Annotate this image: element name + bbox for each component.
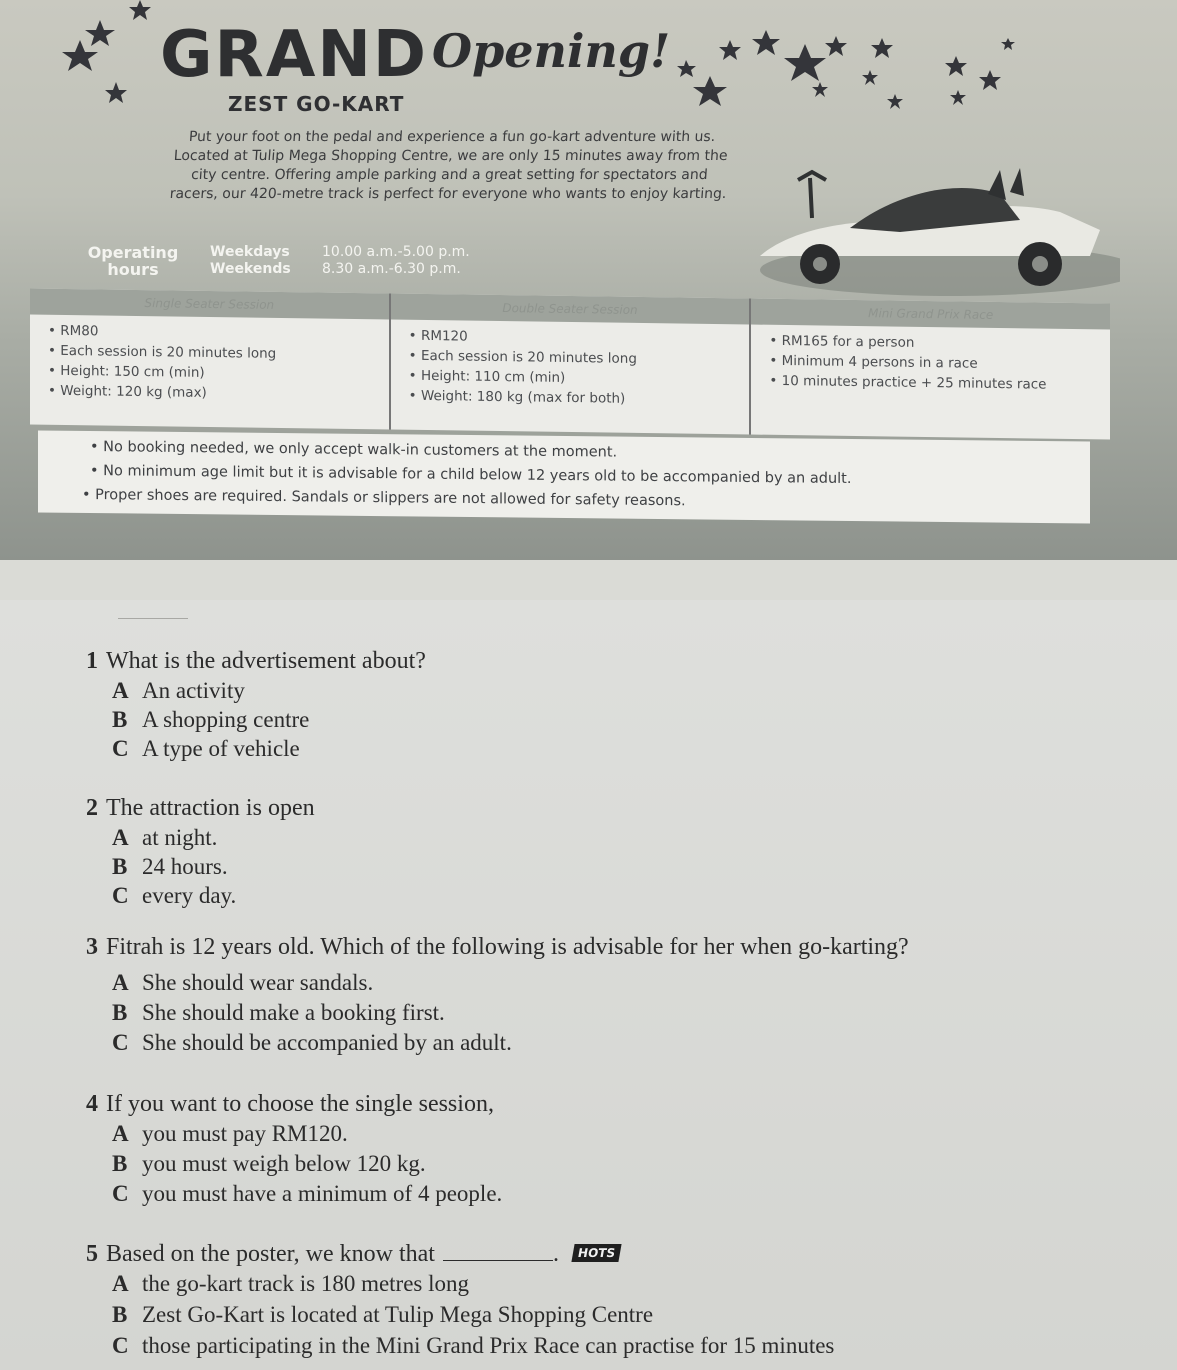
option-text: the go-kart track is 180 metres long: [142, 1271, 470, 1296]
option-text: A shopping centre: [142, 707, 310, 732]
option-c[interactable]: [112, 882, 236, 910]
option-letter: B: [112, 1302, 128, 1327]
intro-line: racers, our 420-metre track is perfect for everyone who wants to enjoy karting.: [169, 186, 727, 202]
session-detail: • RM80: [48, 321, 389, 346]
star-icon: [129, 0, 151, 20]
hours-time: 10.00 a.m.-5.00 p.m.: [322, 244, 470, 260]
option-a[interactable]: [112, 1120, 348, 1148]
hours-row-weekends: [210, 261, 461, 278]
option-text: A type of vehicle: [142, 736, 300, 761]
option-letter: A: [112, 678, 129, 703]
operating-hours: [70, 244, 630, 280]
session-double: [391, 293, 752, 434]
operating-hours-label: [78, 244, 188, 278]
question-text: Based on the poster, we know that: [106, 1241, 435, 1267]
business-name: ZEST GO-KART: [228, 92, 405, 116]
session-detail: • Weight: 180 kg (max for both): [409, 386, 750, 411]
session-detail: • Weight: 120 kg (max): [48, 381, 389, 406]
option-letter: C: [112, 1333, 129, 1358]
option-b[interactable]: [112, 999, 445, 1027]
question-number: 4: [86, 1091, 98, 1117]
session-mini-grand-prix: [751, 299, 1110, 440]
poster-title-opening: Opening!: [432, 24, 671, 78]
poster: [0, 0, 1177, 560]
star-icon: [719, 40, 741, 60]
star-icon: [950, 90, 966, 105]
question-number: 5: [86, 1241, 98, 1267]
question-number: 1: [86, 648, 98, 674]
star-icon: [62, 40, 98, 71]
question-stem: [86, 933, 909, 961]
option-b[interactable]: [112, 1150, 426, 1178]
session-detail: • Height: 110 cm (min): [409, 366, 750, 391]
rule-item: • No booking needed, we only accept walk-in customers at the moment.: [38, 434, 1090, 469]
option-a[interactable]: [112, 677, 245, 705]
option-letter: C: [112, 736, 129, 761]
rule-item: • No minimum age limit but it is advisable for a child below 12 years old to be accompanied by an adult.: [38, 458, 1090, 493]
questions-section: [0, 600, 1177, 1370]
option-a[interactable]: [112, 969, 373, 997]
session-detail: • Each session is 20 minutes long: [409, 346, 750, 371]
intro-line: city centre. Offering ample parking and a great setting for spectators and: [190, 167, 709, 183]
option-letter: A: [112, 1121, 129, 1146]
star-icon: [784, 44, 826, 81]
star-icon: [85, 20, 115, 46]
question-stem: [86, 1240, 620, 1268]
sessions-table: [30, 288, 1110, 439]
intro-paragraph: [97, 128, 802, 204]
option-text: every day.: [142, 883, 237, 908]
option-letter: A: [112, 970, 129, 995]
option-text: 24 hours.: [142, 854, 228, 879]
operating-hours-label-line: Operating: [87, 243, 179, 262]
rule-item: • Proper shoes are required. Sandals or slippers are not allowed for safety reasons.: [38, 482, 1090, 517]
option-text: those participating in the Mini Grand Prix Race can practise for 15 minutes: [142, 1333, 835, 1358]
hours-time: 8.30 a.m.-6.30 p.m.: [322, 261, 461, 277]
poster-title-grand: GRAND: [160, 18, 429, 92]
question-text: Fitrah is 12 years old. Which of the following is advisable for her when go-karting?: [106, 934, 909, 960]
option-letter: A: [112, 825, 129, 850]
star-icon: [812, 82, 828, 97]
option-c[interactable]: [112, 1180, 502, 1208]
star-icon: [105, 82, 127, 103]
hours-row-weekdays: [210, 244, 470, 261]
star-icon: [862, 70, 878, 85]
option-letter: C: [112, 883, 129, 908]
question-stem: [86, 647, 426, 675]
session-detail: • RM165 for a person: [769, 331, 1110, 356]
hours-day: Weekends: [210, 261, 291, 277]
option-text: Zest Go-Kart is located at Tulip Mega Shopping Centre: [142, 1302, 654, 1327]
star-icon: [825, 36, 847, 56]
option-text: An activity: [142, 678, 245, 703]
star-icon: [979, 70, 1001, 90]
option-text: you must have a minimum of 4 people.: [142, 1181, 503, 1206]
session-title: Single Seater Session: [30, 288, 389, 319]
intro-line: Put your foot on the pedal and experience a fun go-kart adventure with us.: [188, 129, 716, 145]
star-icon: [871, 38, 893, 58]
question-text: If you want to choose the single session,: [106, 1091, 494, 1117]
question-text: What is the advertisement about?: [106, 648, 426, 674]
answer-blank[interactable]: [443, 1240, 553, 1261]
go-kart-illustration: [700, 160, 1120, 300]
session-detail: • 10 minutes practice + 25 minutes race: [769, 371, 1110, 396]
option-letter: B: [112, 854, 128, 879]
option-letter: B: [112, 1000, 128, 1025]
star-icon: [945, 56, 967, 76]
option-letter: B: [112, 1151, 128, 1176]
question-stem: [86, 794, 315, 822]
divider: [118, 618, 188, 619]
star-icon: [1001, 38, 1015, 50]
option-a[interactable]: [112, 1270, 469, 1298]
option-letter: A: [112, 1271, 129, 1296]
option-a[interactable]: [112, 824, 217, 852]
option-c[interactable]: [112, 735, 300, 763]
question-text: The attraction is open: [106, 795, 315, 821]
option-b[interactable]: [112, 706, 309, 734]
session-detail: • Minimum 4 persons in a race: [769, 351, 1110, 376]
hours-day: Weekdays: [210, 244, 290, 260]
option-b[interactable]: [112, 1301, 653, 1329]
star-icon: [693, 76, 727, 106]
hots-badge: HOTS: [571, 1244, 621, 1262]
operating-hours-label-line: hours: [107, 260, 159, 279]
session-detail: • RM120: [409, 326, 750, 351]
session-detail: • Each session is 20 minutes long: [48, 341, 389, 366]
question-trailing: .: [552, 1241, 559, 1267]
star-icon: [677, 60, 696, 77]
option-text: you must pay RM120.: [142, 1121, 348, 1146]
option-text: at night.: [142, 825, 218, 850]
star-icon: [887, 94, 903, 109]
intro-line: Located at Tulip Mega Shopping Centre, we are only 15 minutes away from the: [173, 148, 729, 164]
session-detail: • Height: 150 cm (min): [48, 361, 389, 386]
rules-box: [38, 430, 1090, 523]
session-title: Double Seater Session: [391, 293, 750, 324]
question-number: 3: [86, 934, 98, 960]
option-letter: C: [112, 1181, 129, 1206]
session-title: Mini Grand Prix Race: [751, 299, 1110, 330]
option-letter: B: [112, 707, 128, 732]
option-c[interactable]: [112, 1029, 512, 1057]
option-letter: C: [112, 1030, 129, 1055]
star-icon: [752, 30, 780, 55]
option-b[interactable]: [112, 853, 228, 881]
option-c[interactable]: [112, 1332, 834, 1360]
option-text: you must weigh below 120 kg.: [142, 1151, 426, 1176]
option-text: She should wear sandals.: [142, 970, 374, 995]
option-text: She should make a booking first.: [142, 1000, 445, 1025]
question-number: 2: [86, 795, 98, 821]
session-single: [30, 288, 391, 429]
option-text: She should be accompanied by an adult.: [142, 1030, 512, 1055]
question-stem: [86, 1090, 494, 1118]
